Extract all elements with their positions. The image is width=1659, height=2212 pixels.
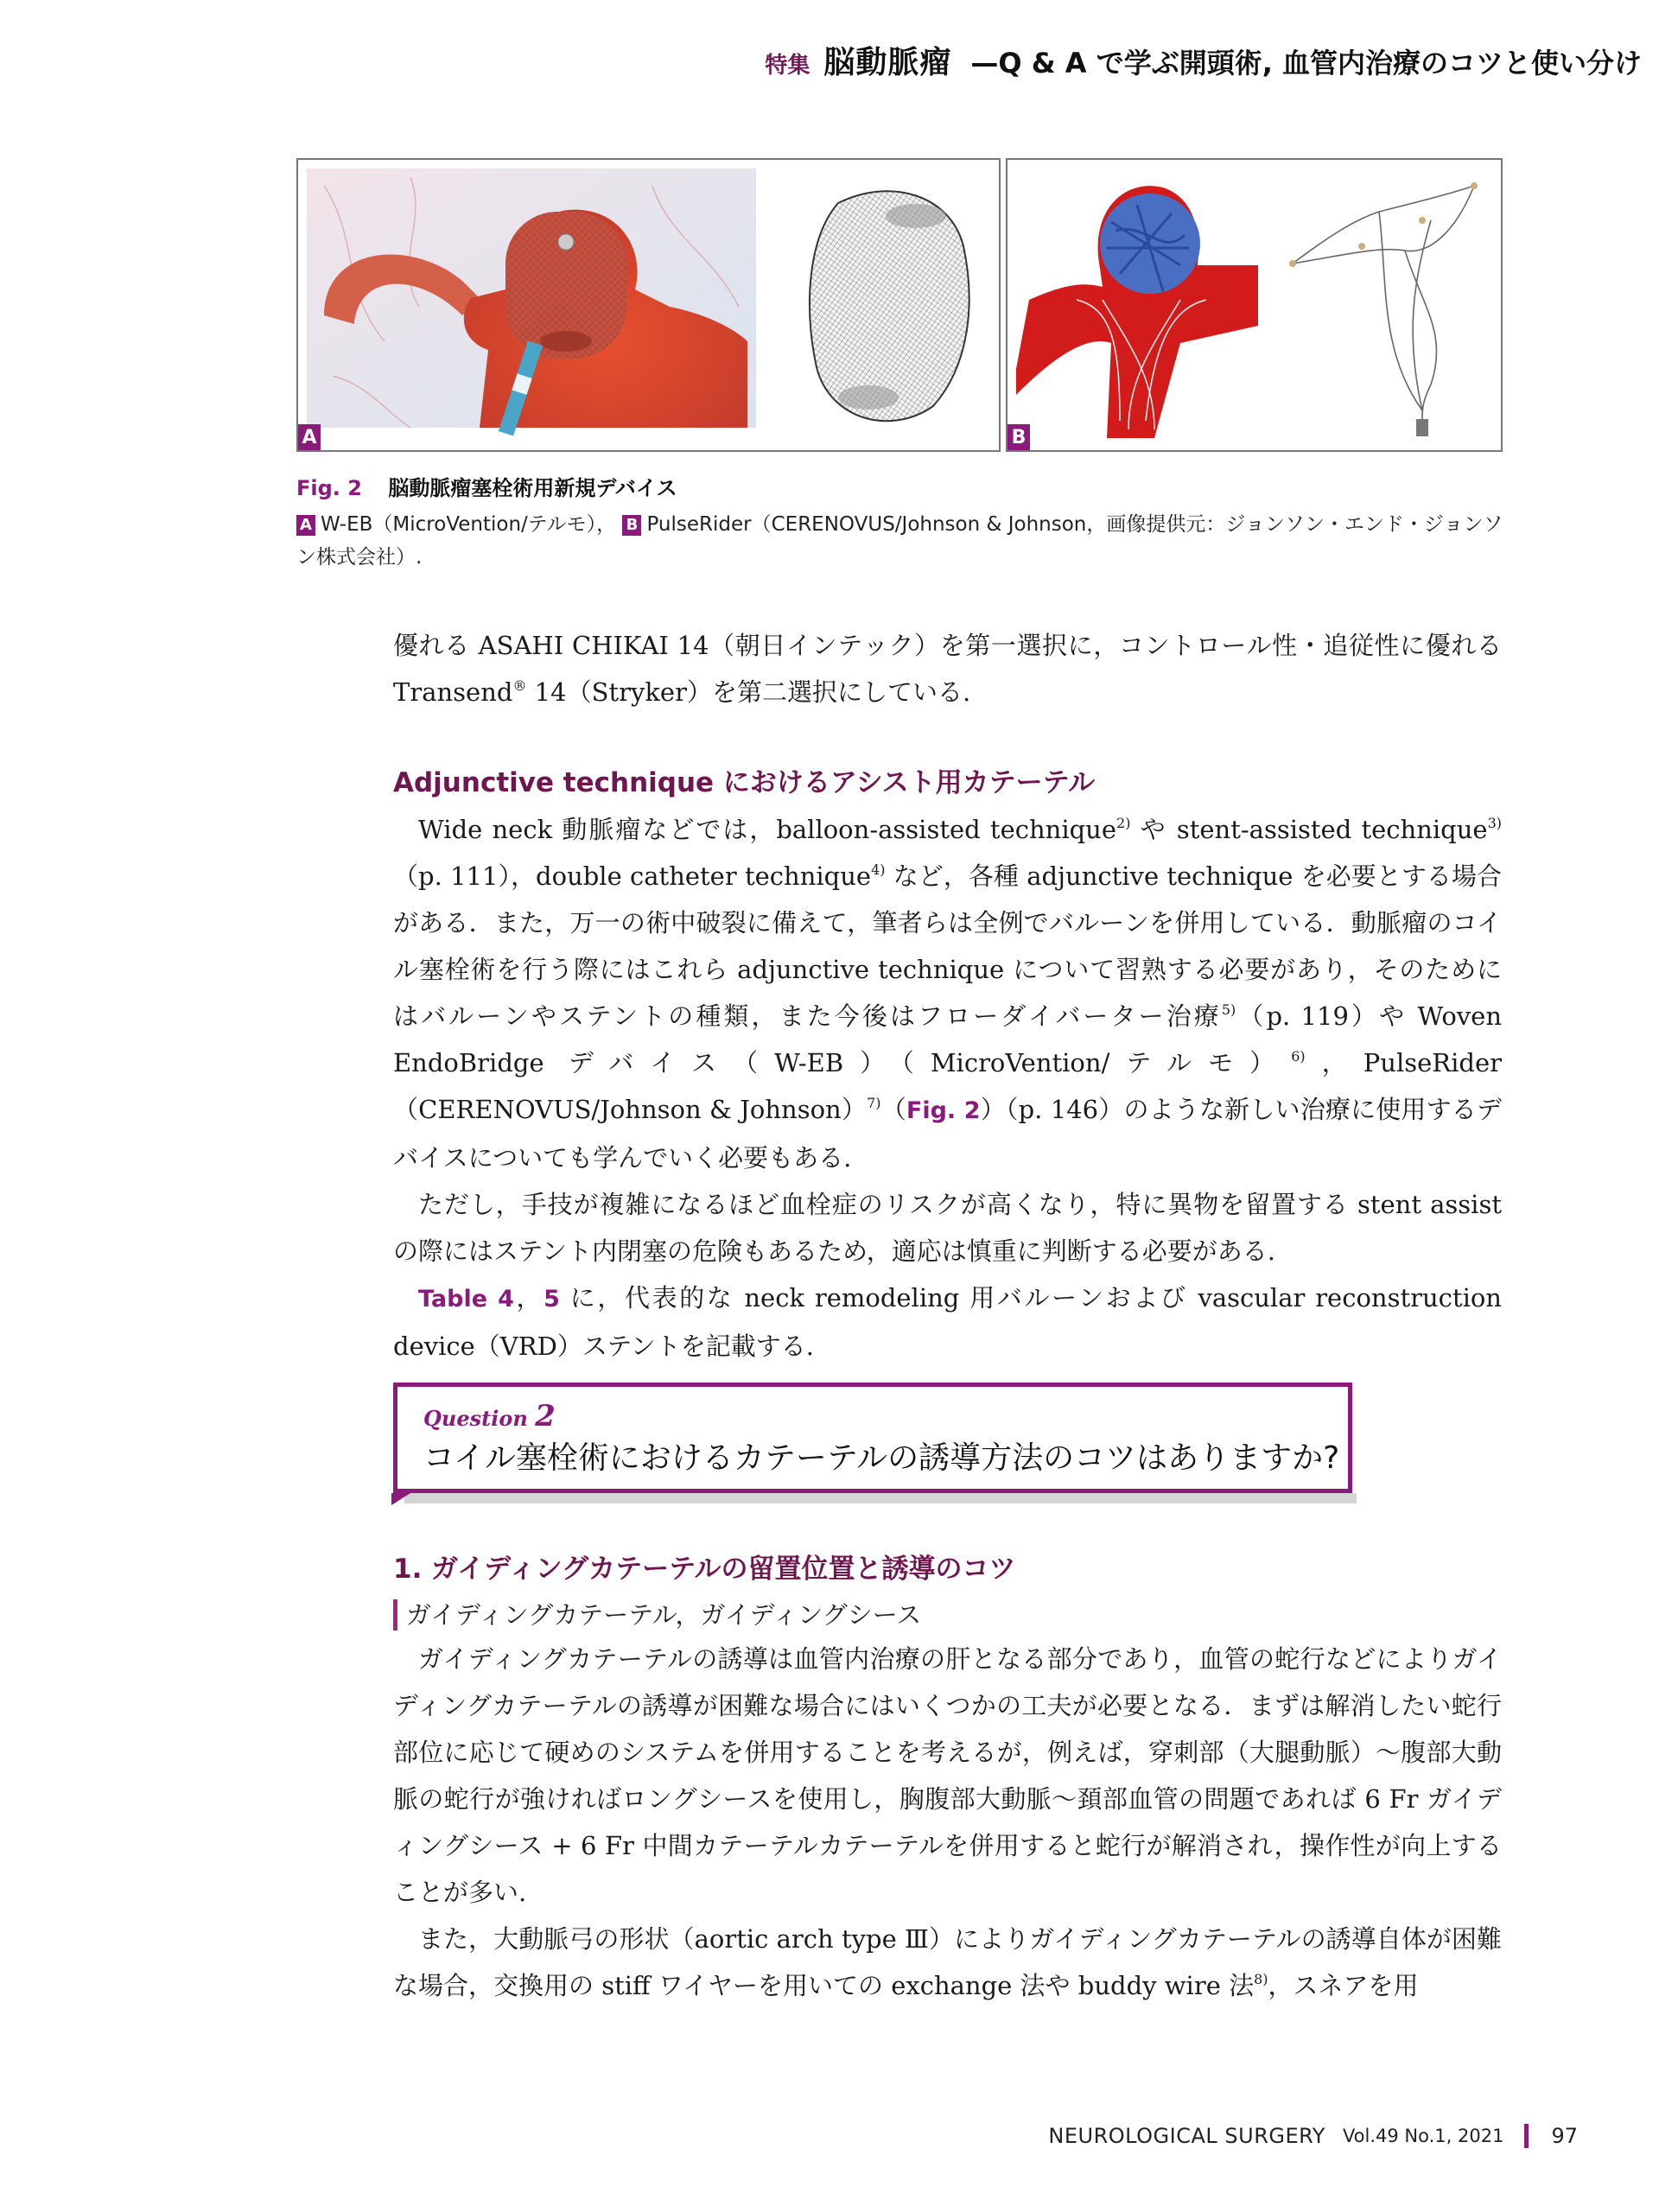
- figure-panel-a: [296, 158, 1001, 452]
- journal-name: NEUROLOGICAL SURGERY: [1048, 2124, 1325, 2148]
- caption-body: [296, 508, 1506, 574]
- registered-mark: ®: [512, 677, 527, 694]
- paragraph-text: （: [880, 1095, 906, 1124]
- citation[interactable]: 7): [867, 1095, 881, 1111]
- intro-paragraph: [393, 622, 1502, 715]
- paragraph-text: ，PulseRider（CERENOVUS/Johnson & Johnson）: [393, 1048, 1502, 1124]
- citation[interactable]: 4): [871, 861, 886, 878]
- paragraph: [393, 622, 1502, 715]
- question-text: コイル塞栓術におけるカテーテルの誘導方法のコツはありますか?: [423, 1440, 1340, 1476]
- figure-number: Fig. 2: [296, 476, 362, 500]
- page-number: 97: [1551, 2124, 1578, 2148]
- paragraph-text: （p. 119）や Woven EndoBridge デバイス（W-EB）（MicroVention/テルモ）: [393, 1001, 1503, 1077]
- sub-heading: ガイディングカテーテル，ガイディングシース: [393, 1599, 1502, 1630]
- paragraph-text: ）（p. 146）のような新しい治療に使用するデバイスについても学んでいく必要もある.: [393, 1095, 1502, 1173]
- citation[interactable]: 6): [1291, 1048, 1306, 1065]
- paragraph-text: 14（Stryker）を第二選択にしている.: [526, 677, 971, 707]
- feature-tag: 特集: [765, 53, 810, 79]
- citation[interactable]: 3): [1487, 815, 1502, 831]
- journal-volume: Vol.49 No.1, 2021: [1342, 2126, 1504, 2146]
- question-number: 2: [535, 1399, 556, 1433]
- section-heading: Adjunctive technique におけるアシスト用カテーテル: [393, 767, 1096, 798]
- figure-caption: [296, 471, 1506, 574]
- section-guiding: [393, 1547, 1502, 2009]
- feature-title: 脳動脈瘤: [823, 45, 952, 80]
- citation[interactable]: 5): [1221, 1001, 1236, 1018]
- paragraph-text: など，各種 adjunctive technique を必要とする場合がある．また，万一の術中破裂に備えて，筆者らは全例でバルーンを併用している．動脈瘤のコイル塞栓術を行う際にはこれら adjunctive technique について習熟する必要があり，そのためにはバルーンやステントの種類，また今後はフローダイバーター治療: [393, 861, 1502, 1031]
- paragraph: [393, 1274, 1502, 1370]
- caption-label-a: A: [296, 515, 315, 536]
- web-mesh-device-icon: [804, 177, 976, 436]
- table-reference-link[interactable]: Table 4: [418, 1286, 514, 1313]
- footer-divider: [1524, 2124, 1529, 2148]
- paragraph-text: ，スネアを用: [1268, 1971, 1419, 2000]
- figure-title: 脳動脈瘤塞栓術用新規デバイス: [388, 476, 677, 500]
- paragraph-text: （p. 111），double catheter technique: [393, 861, 872, 891]
- section-heading: 1. ガイディングカテーテルの留置位置と誘導のコツ: [393, 1554, 1016, 1585]
- paragraph-text: に，代表的な neck remodeling 用バルーンおよび vascular reconstruction device（VRD）ステントを記載する.: [393, 1283, 1502, 1361]
- table-reference-link[interactable]: 5: [543, 1286, 560, 1313]
- section-adjunctive: [393, 760, 1502, 1370]
- citation[interactable]: 8): [1254, 1971, 1268, 1987]
- question-box-tail: [391, 1493, 410, 1505]
- question-label: [423, 1399, 556, 1433]
- panel-label-a: A: [298, 424, 321, 450]
- page-footer: [1048, 2124, 1578, 2148]
- pulserider-vessel-illustration: [1016, 170, 1267, 438]
- paragraph: [393, 1916, 1502, 2009]
- pulserider-device-icon: [1275, 177, 1483, 445]
- caption-text-b: PulseRider（CERENOVUS/Johnson & Johnson，画像提供元：ジョンソン・エンド・ジョンソン株式会社）.: [296, 513, 1503, 569]
- feature-subtitle: —Q & A で学ぶ開頭術, 血管内治療のコツと使い分け: [970, 47, 1642, 79]
- question-box-shadow: [404, 1493, 1357, 1503]
- figure-panel-b: [1006, 158, 1503, 452]
- caption-text-a: W-EB（MicroVention/テルモ），: [321, 513, 617, 536]
- paragraph: ガイディングカテーテルの誘導は血管内治療の肝となる部分であり，血管の蛇行などによりガイディングカテーテルの誘導が困難な場合にはいくつかの工夫が必要となる．まずは解消したい蛇行部位に応じて硬めのシステムを併用することを考えるが，例えば，穿刺部（大腿動脈）～腹部大動脈の蛇行が強ければロングシースを使用し，胸腹部大動脈～頚部血管の問題であれば 6 Fr ガイディングシース + 6 Fr 中間カテーテルカテーテルを併用すると蛇行が解消され，操作性が向上することが多い.: [393, 1644, 1502, 1907]
- panel-label-b: B: [1007, 424, 1030, 450]
- paragraph-text: や stent-assisted technique: [1130, 815, 1488, 844]
- paragraph-text: また，大動脈弓の形状（aortic arch type Ⅲ）によりガイディングカテーテルの誘導自体が困難な場合，交換用の stiff ワイヤーを用いての exchange 法や buddy wire 法: [393, 1924, 1502, 2000]
- running-head: [765, 38, 1642, 81]
- separator: ，: [513, 1283, 544, 1313]
- question-box: [393, 1382, 1352, 1493]
- question-label-text: Question: [423, 1406, 528, 1431]
- figure-2: [296, 158, 1503, 454]
- figure-reference-link[interactable]: Fig. 2: [906, 1097, 981, 1124]
- caption-label-b: B: [622, 515, 641, 536]
- citation[interactable]: 2): [1116, 815, 1131, 831]
- paragraph: ただし，手技が複雑になるほど血栓症のリスクが高くなり，特に異物を留置する stent assist の際にはステント内閉塞の危険もあるため，適応は慎重に判断する必要がある.: [393, 1190, 1502, 1266]
- paragraph-text: 優れる ASAHI CHIKAI 14（朝日インテック）を第一選択に，コントロール性・追従性に優れる Transend: [393, 631, 1502, 707]
- caption-title-line: [296, 471, 1506, 501]
- paragraph: [393, 806, 1502, 1181]
- web-device-illustration: [307, 168, 756, 445]
- paragraph-text: Wide neck 動脈瘤などでは，balloon-assisted technique: [418, 815, 1117, 844]
